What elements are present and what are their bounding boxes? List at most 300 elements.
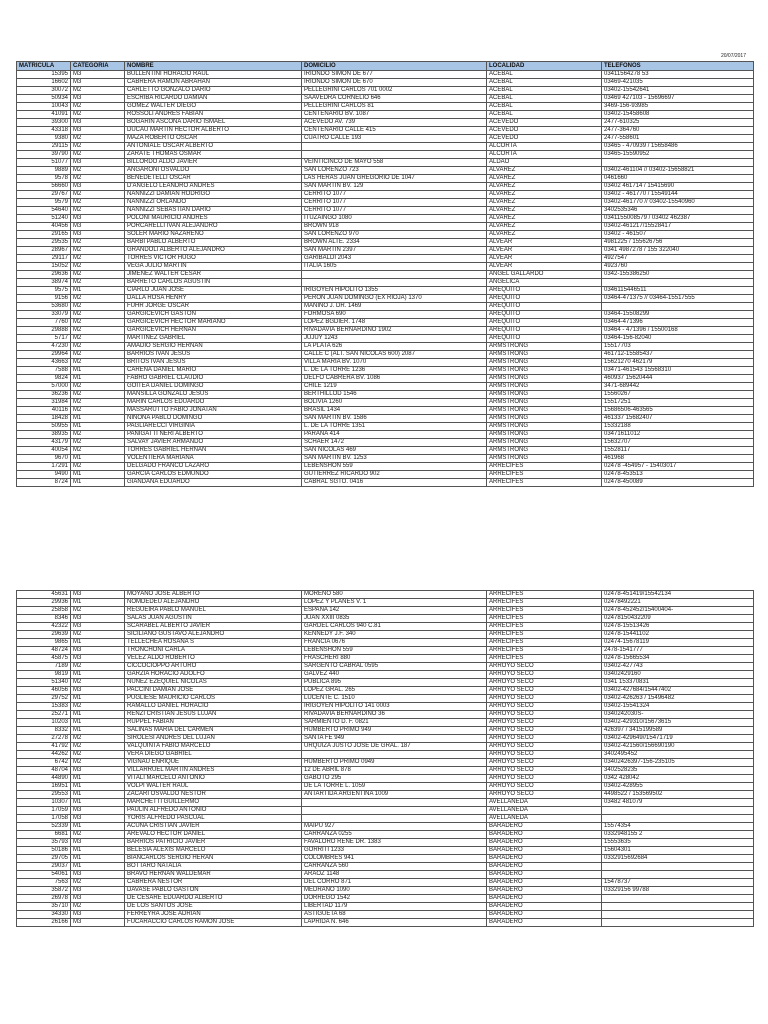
domicilio-cell bbox=[302, 799, 487, 807]
telefonos-cell: 3402535346 bbox=[602, 207, 754, 215]
localidad-cell: ARROYO SECO bbox=[487, 767, 602, 775]
nombre-cell: AMADIO SERGIO HERNAN bbox=[125, 343, 302, 351]
categoria-cell: M1 bbox=[71, 719, 125, 727]
table-row bbox=[17, 775, 754, 783]
nombre-cell: GIANDANA EDUARDO bbox=[125, 479, 302, 487]
localidad-cell: AVELLANEDA bbox=[487, 799, 602, 807]
header-categoria: CATEGORIA bbox=[71, 62, 125, 71]
localidad-cell: ARRECIFES bbox=[487, 615, 602, 623]
localidad-cell: ARRECIFES bbox=[487, 647, 602, 655]
localidad-cell: AREQUITO bbox=[487, 319, 602, 327]
localidad-cell: ARMSTRONG bbox=[487, 375, 602, 383]
nombre-cell: RENZI CRISTIAN JESUS LUJAN bbox=[125, 711, 302, 719]
nombre-cell: FERREYRA JOSE ADRIAN bbox=[125, 911, 302, 919]
localidad-cell: BARADERO bbox=[487, 903, 602, 911]
nombre-cell: VOLENTIERA MARIANA bbox=[125, 455, 302, 463]
nombre-cell: NUÑEZ EZEQUIEL NICOLAS bbox=[125, 679, 302, 687]
localidad-cell: ARROYO SECO bbox=[487, 671, 602, 679]
matricula-cell: 38935 bbox=[17, 431, 71, 439]
nombre-cell: ZARATE THOMAS OSMAR bbox=[125, 151, 302, 159]
localidad-cell: BARADERO bbox=[487, 855, 602, 863]
nombre-cell: BRITOS IVAN JESUS bbox=[125, 359, 302, 367]
telefonos-cell: 15621270 462179 bbox=[602, 359, 754, 367]
telefonos-cell: 15604301 bbox=[602, 847, 754, 855]
localidad-cell: AVELLANEDA bbox=[487, 807, 602, 815]
categoria-cell: M2 bbox=[71, 879, 125, 887]
telefonos-cell: 15332188 bbox=[602, 423, 754, 431]
nombre-cell: ANTONIALE OSCAR ALBERTO bbox=[125, 143, 302, 151]
localidad-cell: ACEBAL bbox=[487, 79, 602, 87]
matricula-cell: 9824 bbox=[17, 375, 71, 383]
categoria-cell: M1 bbox=[71, 847, 125, 855]
matricula-cell: 51340 bbox=[17, 679, 71, 687]
domicilio-cell: DE LA TORRE L. 1059 bbox=[302, 783, 487, 791]
table-row bbox=[17, 591, 754, 599]
nombre-cell: CARLETTO GONZALO DARIO bbox=[125, 87, 302, 95]
telefonos-cell: 02474-15678119 bbox=[602, 639, 754, 647]
categoria-cell: M2 bbox=[71, 903, 125, 911]
localidad-cell: ALVAREZ bbox=[487, 167, 602, 175]
telefonos-cell: 03402-429310/15673615 bbox=[602, 719, 754, 727]
localidad-cell: ARMSTRONG bbox=[487, 431, 602, 439]
matricula-cell: 48724 bbox=[17, 647, 71, 655]
nombre-cell: BILLORDO ALDO JAVIER bbox=[125, 159, 302, 167]
matricula-cell: 7563 bbox=[17, 879, 71, 887]
categoria-cell: M3 bbox=[71, 615, 125, 623]
matricula-cell: 29752 bbox=[17, 695, 71, 703]
localidad-cell: ALVAREZ bbox=[487, 191, 602, 199]
nombre-cell: FABRO GABRIEL CLAUDIO bbox=[125, 375, 302, 383]
telefonos-cell: 0341155008579 / 03402 462387 bbox=[602, 215, 754, 223]
matricula-cell: 35872 bbox=[17, 887, 71, 895]
nombre-cell: DE LOS SANTOS JOSE bbox=[125, 903, 302, 911]
domicilio-cell: GARIBALDI 2043 bbox=[302, 255, 487, 263]
domicilio-cell: SAN LORENZO 970 bbox=[302, 231, 487, 239]
nombre-cell: PACCINI DAMIAN JOSE bbox=[125, 687, 302, 695]
localidad-cell: BARADERO bbox=[487, 831, 602, 839]
categoria-cell: M2 bbox=[71, 311, 125, 319]
nombre-cell: VIGNAU ENRIQUE bbox=[125, 759, 302, 767]
table-row bbox=[17, 191, 754, 199]
localidad-cell: ARMSTRONG bbox=[487, 351, 602, 359]
matricula-cell: 45631 bbox=[17, 591, 71, 599]
matricula-cell: 26166 bbox=[17, 919, 71, 927]
categoria-cell: M3 bbox=[71, 895, 125, 903]
matricula-cell: 8724 bbox=[17, 479, 71, 487]
table-row bbox=[17, 423, 754, 431]
telefonos-cell: 460937 15620444 bbox=[602, 375, 754, 383]
matricula-cell: 27278 bbox=[17, 735, 71, 743]
matricula-cell: 42322 bbox=[17, 623, 71, 631]
localidad-cell: ALDAO bbox=[487, 159, 602, 167]
nombre-cell: ACUÑA CRISTIAN JAVIER bbox=[125, 823, 302, 831]
telefonos-cell: 3402495452 bbox=[602, 751, 754, 759]
domicilio-cell: PERON JUAN DOMINGO (EX RIOJA) 1370 bbox=[302, 295, 487, 303]
domicilio-cell: KENNEDY J.F. 340 bbox=[302, 631, 487, 639]
nombre-cell: CIARLO JUAN JOSE bbox=[125, 287, 302, 295]
telefonos-cell: 03402 - 461770 / 15549144 bbox=[602, 191, 754, 199]
matricula-cell: 5717 bbox=[17, 335, 71, 343]
nombre-cell: VOLPI WALTER RAUL bbox=[125, 783, 302, 791]
nombre-cell: VILLARRUEL MARTIN ANDRES bbox=[125, 767, 302, 775]
nombre-cell: CARENA DANIEL MARIO bbox=[125, 367, 302, 375]
table-row bbox=[17, 111, 754, 119]
matricula-cell: 9670 bbox=[17, 455, 71, 463]
nombre-cell: GOITEA DANIEL DOMINGO bbox=[125, 383, 302, 391]
matricula-cell: 29639 bbox=[17, 631, 71, 639]
table-row bbox=[17, 719, 754, 727]
domicilio-cell: BROWN ALTE. 2334 bbox=[302, 239, 487, 247]
matricula-cell: 43663 bbox=[17, 359, 71, 367]
localidad-cell: AREQUITO bbox=[487, 327, 602, 335]
matricula-cell: 6681 bbox=[17, 831, 71, 839]
categoria-cell: M3 bbox=[71, 119, 125, 127]
table-row bbox=[17, 367, 754, 375]
matricula-cell: 29888 bbox=[17, 327, 71, 335]
table-row bbox=[17, 847, 754, 855]
telefonos-cell: 3402528235 bbox=[602, 767, 754, 775]
matricula-cell: 8332 bbox=[17, 727, 71, 735]
telefonos-cell bbox=[602, 863, 754, 871]
categoria-cell: M2 bbox=[71, 151, 125, 159]
domicilio-cell: BOLIVIA 1260 bbox=[302, 399, 487, 407]
domicilio-cell: IRIONDO SIMON DE 670 bbox=[302, 79, 487, 87]
localidad-cell: BARADERO bbox=[487, 871, 602, 879]
categoria-cell: M3 bbox=[71, 815, 125, 823]
telefonos-cell: 4927547 bbox=[602, 255, 754, 263]
domicilio-cell: FORMOSA 690 bbox=[302, 311, 487, 319]
localidad-cell: BARADERO bbox=[487, 895, 602, 903]
categoria-cell: M2 bbox=[71, 271, 125, 279]
domicilio-cell: SAN MARTIN BV. 1253 bbox=[302, 455, 487, 463]
matricula-cell: 10043 bbox=[17, 103, 71, 111]
telefonos-cell: 03402-429649//15471719 bbox=[602, 735, 754, 743]
localidad-cell: ACEVEDO bbox=[487, 127, 602, 135]
table-row bbox=[17, 655, 754, 663]
categoria-cell: M1 bbox=[71, 455, 125, 463]
telefonos-cell: 461968 bbox=[602, 455, 754, 463]
domicilio-cell: MEDRANO 1090 bbox=[302, 887, 487, 895]
matricula-cell: 9490 bbox=[17, 471, 71, 479]
categoria-cell: M2 bbox=[71, 759, 125, 767]
matricula-cell: 41091 bbox=[17, 111, 71, 119]
categoria-cell: M2 bbox=[71, 295, 125, 303]
domicilio-cell: SANTA FE 949 bbox=[302, 735, 487, 743]
matricula-cell: 51240 bbox=[17, 215, 71, 223]
nombre-cell: VERA DIEGO GABRIEL bbox=[125, 751, 302, 759]
table-row bbox=[17, 799, 754, 807]
table-row bbox=[17, 135, 754, 143]
nombre-cell: REGUEIRA PABLO MANUEL bbox=[125, 607, 302, 615]
categoria-cell: M3 bbox=[71, 231, 125, 239]
categoria-cell: M2 bbox=[71, 87, 125, 95]
telefonos-cell: 2478-1541777 bbox=[602, 647, 754, 655]
nombre-cell: CICCOCIOPPO ARTURO bbox=[125, 663, 302, 671]
matricula-cell: 17291 bbox=[17, 463, 71, 471]
categoria-cell: M2 bbox=[71, 135, 125, 143]
table-row bbox=[17, 911, 754, 919]
telefonos-cell: 03464-471375 // 03464-15517555 bbox=[602, 295, 754, 303]
matricula-cell: 46056 bbox=[17, 687, 71, 695]
domicilio-cell: MANINO J. DR. 1469 bbox=[302, 303, 487, 311]
telefonos-cell: 03402-427684/15447402 bbox=[602, 687, 754, 695]
telefonos-cell: 03469-421035 bbox=[602, 79, 754, 87]
categoria-cell: M2 bbox=[71, 359, 125, 367]
categoria-cell: M2 bbox=[71, 327, 125, 335]
table-row bbox=[17, 599, 754, 607]
telefonos-cell bbox=[602, 911, 754, 919]
categoria-cell: M2 bbox=[71, 263, 125, 271]
localidad-cell: ARMSTRONG bbox=[487, 455, 602, 463]
domicilio-cell: ITALIA 1605 bbox=[302, 263, 487, 271]
table-row bbox=[17, 679, 754, 687]
domicilio-cell: LUCENTE C. 1510 bbox=[302, 695, 487, 703]
table-row bbox=[17, 439, 754, 447]
telefonos-cell: 0332915692684 bbox=[602, 855, 754, 863]
telefonos-cell: 02478-15513426 bbox=[602, 623, 754, 631]
matricula-cell: 7588 bbox=[17, 367, 71, 375]
table-row bbox=[17, 447, 754, 455]
domicilio-cell: GABOTO 295 bbox=[302, 775, 487, 783]
localidad-cell: AREQUITO bbox=[487, 303, 602, 311]
localidad-cell: ARRECIFES bbox=[487, 655, 602, 663]
matricula-cell: 29964 bbox=[17, 351, 71, 359]
telefonos-cell: 03411564278 53 bbox=[602, 71, 754, 79]
table-row bbox=[17, 375, 754, 383]
nombre-cell: SIROLESI ANDRES DEL LUJAN bbox=[125, 735, 302, 743]
telefonos-cell: 03402429160 bbox=[602, 671, 754, 679]
categoria-cell: M1 bbox=[71, 415, 125, 423]
matricula-cell: 9819 bbox=[17, 671, 71, 679]
domicilio-cell: SAN MARTIN 2397 bbox=[302, 247, 487, 255]
matricula-cell: 43318 bbox=[17, 127, 71, 135]
table-row bbox=[17, 263, 754, 271]
domicilio-cell: LAS HERAS JUAN GREGORIO DE 1047 bbox=[302, 175, 487, 183]
telefonos-cell: 03482 481079 bbox=[602, 799, 754, 807]
table-row bbox=[17, 71, 754, 79]
table-row bbox=[17, 319, 754, 327]
categoria-cell: M2 bbox=[71, 167, 125, 175]
localidad-cell: AVELLANEDA bbox=[487, 815, 602, 823]
categoria-cell: M2 bbox=[71, 703, 125, 711]
matricula-cell: 38974 bbox=[17, 279, 71, 287]
domicilio-cell: MAIPU 927 bbox=[302, 823, 487, 831]
domicilio-cell: RIVADAVIA BERNARDINO 36 bbox=[302, 711, 487, 719]
localidad-cell: ARROYO SECO bbox=[487, 719, 602, 727]
telefonos-cell: 15686506-463565 bbox=[602, 407, 754, 415]
domicilio-cell: ESPAÑA 142 bbox=[302, 607, 487, 615]
telefonos-cell: 02478492221 bbox=[602, 599, 754, 607]
telefonos-cell: 426397 / 3415199589 bbox=[602, 727, 754, 735]
nombre-cell: MASSARUTTO FABIO JONATAN bbox=[125, 407, 302, 415]
table-row bbox=[17, 215, 754, 223]
nombre-cell: ZACARI OSVALDO NESTOR bbox=[125, 791, 302, 799]
telefonos-cell: 0341 153370831 bbox=[602, 679, 754, 687]
localidad-cell: ARMSTRONG bbox=[487, 383, 602, 391]
localidad-cell: ARROYO SECO bbox=[487, 687, 602, 695]
table-row bbox=[17, 839, 754, 847]
telefonos-cell: 3471-689442 bbox=[602, 383, 754, 391]
table-row bbox=[17, 343, 754, 351]
categoria-cell: M3 bbox=[71, 807, 125, 815]
categoria-cell: M3 bbox=[71, 839, 125, 847]
domicilio-cell: HUMBERTO PRIMO 0949 bbox=[302, 759, 487, 767]
matricula-cell: 56660 bbox=[17, 183, 71, 191]
categoria-cell: M3 bbox=[71, 911, 125, 919]
domicilio-cell: LIBERTAD 1179 bbox=[302, 903, 487, 911]
matricula-cell: 39790 bbox=[17, 151, 71, 159]
localidad-cell: ARROYO SECO bbox=[487, 751, 602, 759]
table-row bbox=[17, 407, 754, 415]
matricula-cell: 29535 bbox=[17, 239, 71, 247]
domicilio-cell: CERRITO 1077 bbox=[302, 191, 487, 199]
matricula-cell: 47230 bbox=[17, 343, 71, 351]
categoria-cell: M2 bbox=[71, 191, 125, 199]
telefonos-cell: 03402-15541324 bbox=[602, 703, 754, 711]
nombre-cell: ROSSOLI ANDRES FABIAN bbox=[125, 111, 302, 119]
table-row bbox=[17, 207, 754, 215]
categoria-cell: M2 bbox=[71, 679, 125, 687]
table-body bbox=[17, 71, 754, 487]
localidad-cell: AREQUITO bbox=[487, 287, 602, 295]
matricula-cell: 9579 bbox=[17, 199, 71, 207]
localidad-cell: ARMSTRONG bbox=[487, 439, 602, 447]
categoria-cell: M2 bbox=[71, 663, 125, 671]
domicilio-cell: LOPEZ BGDIER. 1748 bbox=[302, 319, 487, 327]
table-row bbox=[17, 919, 754, 927]
categoria-cell: M2 bbox=[71, 431, 125, 439]
categoria-cell: M3 bbox=[71, 687, 125, 695]
telefonos-cell: 15517703 bbox=[602, 343, 754, 351]
domicilio-cell: CERRITO 1077 bbox=[302, 199, 487, 207]
table-row bbox=[17, 415, 754, 423]
telefonos-cell bbox=[602, 815, 754, 823]
domicilio-cell bbox=[302, 279, 487, 287]
domicilio-cell: SAAVEDRA CORNELIO 646 bbox=[302, 95, 487, 103]
categoria-cell: M2 bbox=[71, 383, 125, 391]
categoria-cell: M1 bbox=[71, 479, 125, 487]
domicilio-cell: SARGENTO CABRAL 0595 bbox=[302, 663, 487, 671]
localidad-cell: ACEBAL bbox=[487, 95, 602, 103]
nombre-cell: FUCARACCIO CARLOS RAMON JOSE bbox=[125, 919, 302, 927]
header-localidad: LOCALIDAD bbox=[487, 62, 602, 71]
localidad-cell: ANGEL GALLARDO bbox=[487, 271, 602, 279]
domicilio-cell: CABRAL SGTO. 0416 bbox=[302, 479, 487, 487]
nombre-cell: ESCRIBA RICARDO DAMIAN bbox=[125, 95, 302, 103]
localidad-cell: ARRECIFES bbox=[487, 479, 602, 487]
domicilio-cell: BRASIL 1434 bbox=[302, 407, 487, 415]
table-row bbox=[17, 247, 754, 255]
table-row bbox=[17, 479, 754, 487]
localidad-cell: BARADERO bbox=[487, 879, 602, 887]
table-row bbox=[17, 271, 754, 279]
nombre-cell: GARGICEVICH GASTON bbox=[125, 311, 302, 319]
categoria-cell: M1 bbox=[71, 367, 125, 375]
domicilio-cell: FRANCIA 0676 bbox=[302, 639, 487, 647]
nombre-cell: SCARABEL ALBERTO JAVIER bbox=[125, 623, 302, 631]
domicilio-cell: LEBENSHON 559 bbox=[302, 647, 487, 655]
table-row bbox=[17, 671, 754, 679]
categoria-cell: M2 bbox=[71, 343, 125, 351]
domicilio-cell: CUATRO CALLE 193 bbox=[302, 135, 487, 143]
telefonos-cell: 2477-610325 bbox=[602, 119, 754, 127]
categoria-cell: M1 bbox=[71, 727, 125, 735]
localidad-cell: ALVAREZ bbox=[487, 183, 602, 191]
matricula-cell: 50955 bbox=[17, 423, 71, 431]
nombre-cell: MARIN CARLOS EDUARDO bbox=[125, 399, 302, 407]
table-row bbox=[17, 791, 754, 799]
telefonos-cell bbox=[602, 919, 754, 927]
table-row bbox=[17, 295, 754, 303]
table-row bbox=[17, 631, 754, 639]
nombre-cell: PORCARELLI IVAN ALEJANDRO bbox=[125, 223, 302, 231]
domicilio-cell bbox=[302, 151, 487, 159]
nombre-cell: SICILIANO GUSTAVO ALEJANDRO bbox=[125, 631, 302, 639]
nombre-cell: BIANCARLOS SERGIO HERAN bbox=[125, 855, 302, 863]
table-row bbox=[17, 391, 754, 399]
telefonos-cell: 15574354 bbox=[602, 823, 754, 831]
categoria-cell: M2 bbox=[71, 439, 125, 447]
matricula-cell: 34330 bbox=[17, 911, 71, 919]
matricula-cell: 9380 bbox=[17, 135, 71, 143]
table-row bbox=[17, 871, 754, 879]
localidad-cell: AREQUITO bbox=[487, 335, 602, 343]
domicilio-cell: CARRANZA 560 bbox=[302, 863, 487, 871]
matricula-cell: 18428 bbox=[17, 415, 71, 423]
telefonos-cell: 03402 461714 / 15415690 bbox=[602, 183, 754, 191]
telefonos-cell bbox=[602, 807, 754, 815]
table-row bbox=[17, 431, 754, 439]
localidad-cell: BARADERO bbox=[487, 887, 602, 895]
table-row bbox=[17, 767, 754, 775]
table-row bbox=[17, 87, 754, 95]
table-row bbox=[17, 687, 754, 695]
table-row bbox=[17, 863, 754, 871]
categoria-cell: M3 bbox=[71, 655, 125, 663]
domicilio-cell: CENTENARIO CALLE 415 bbox=[302, 127, 487, 135]
domicilio-cell: SCHAER 1472 bbox=[302, 439, 487, 447]
categoria-cell: M1 bbox=[71, 639, 125, 647]
categoria-cell: M2 bbox=[71, 743, 125, 751]
table-row bbox=[17, 807, 754, 815]
matricula-cell: 9156 bbox=[17, 295, 71, 303]
categoria-cell: M3 bbox=[71, 95, 125, 103]
nombre-cell: GARZIA HORACIO ADOLFO bbox=[125, 671, 302, 679]
localidad-cell: ACEBAL bbox=[487, 71, 602, 79]
matricula-cell: 53680 bbox=[17, 303, 71, 311]
telefonos-cell: 03402-427743 bbox=[602, 663, 754, 671]
localidad-cell: ARRECIFES bbox=[487, 591, 602, 599]
table-row bbox=[17, 127, 754, 135]
localidad-cell: ACEBAL bbox=[487, 87, 602, 95]
table-row bbox=[17, 879, 754, 887]
localidad-cell: ARMSTRONG bbox=[487, 415, 602, 423]
table-row bbox=[17, 327, 754, 335]
domicilio-cell: L. DE LA TORRE 1236 bbox=[302, 367, 487, 375]
domicilio-cell: LEBENSHON 559 bbox=[302, 463, 487, 471]
categoria-cell: M1 bbox=[71, 799, 125, 807]
table-row bbox=[17, 607, 754, 615]
domicilio-cell: GARDEL CARLOS 940 C.81 bbox=[302, 623, 487, 631]
categoria-cell: M3 bbox=[71, 871, 125, 879]
domicilio-cell: L. DE LA TORRE 1351 bbox=[302, 423, 487, 431]
categoria-cell: M2 bbox=[71, 247, 125, 255]
categoria-cell: M1 bbox=[71, 775, 125, 783]
table-row bbox=[17, 335, 754, 343]
domicilio-cell: VILLA MARIA BV. 1070 bbox=[302, 359, 487, 367]
matricula-cell: 15383 bbox=[17, 703, 71, 711]
table-row bbox=[17, 623, 754, 631]
